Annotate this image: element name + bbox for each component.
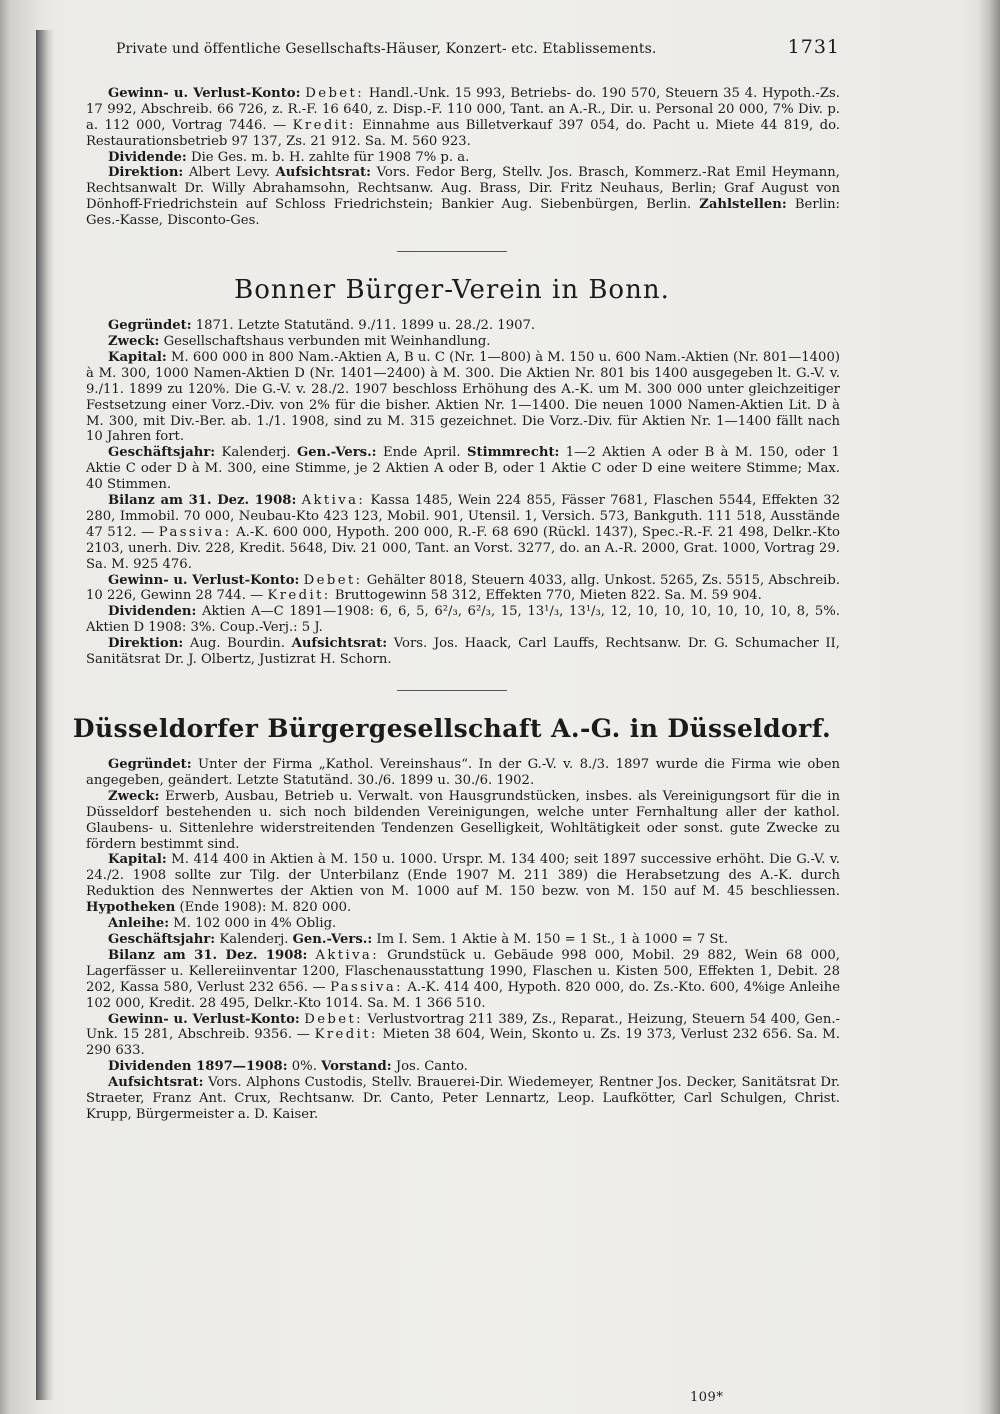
top-dividend-text: Die Ges. m. b. H. zahlte für 1908 7% p. a. [191,149,470,165]
bonn-voting-label: Stimmrecht: [466,445,560,461]
bonn-supervisory-text: Vors. Jos. Haack, Carl Lauffs, Rechtsanw. Dr. G. Schumacher II, Sanitätsrat Dr. J. Olbertz, Justizrat H. Schorn. [86,636,840,668]
dus-founded-entry [64,757,840,789]
dus-capital-label: Kapital: [108,852,167,868]
bonn-founded-entry [64,318,840,334]
dus-supervisory-label: Aufsichtsrat: [108,1075,204,1091]
top-dividend-label: Dividende: [108,149,187,165]
dus-mortgage-text: (Ende 1908): M. 820 000. [179,900,352,916]
bonn-balance-label: Bilanz am 31. Dez. 1908: [108,493,297,509]
bonn-supervisory-label: Aufsichtsrat: [291,636,388,652]
binding-edge [36,30,54,1400]
bonn-profit-loss-entry [64,573,840,605]
dus-passiva-word: Passiva: [330,979,403,995]
bonn-purpose-entry [64,334,840,350]
bonn-purpose-label: Zweck: [108,333,160,349]
dus-dividends-text: 0%. [291,1059,317,1075]
debet-word: Debet: [305,85,365,101]
dus-profit-loss-kredit: Mieten 38 604, Wein, Skonto u. Zs. 19 373, Verlust 232 656. Sa. M. 290 633. [86,1027,840,1059]
bonn-profit-loss-label: Gewinn- u. Verlust-Konto: [108,572,300,588]
dus-purpose-text: Erwerb, Ausbau, Betrieb u. Verwalt. von Hausgrundstücken, insbes. als Vereinigungsort für die in Düsseldorf bestehenden u. sich noch bildenden Vereinigungen, welche unter Fernhaltung aller der kathol. Glaubens- u. Sittenlehre widerstreitenden Tendenzen Geselligkeit, Wohltätigkeit oder sonst. gute Zwecke zu fördern bestimmt sind. [86,788,840,852]
dus-profit-loss-debet: Verlustvortrag 211 389, Zs., Reparat., Heizung, Steuern 54 400, Gen.-Unk. 15 281, Abschreib. 9356. — [86,1011,840,1043]
dus-loan-entry [64,916,840,932]
bonn-voting-text: 1—2 Aktien A oder B à M. 150, oder 1 Aktie C oder D à M. 300, eine Stimme, je 2 Aktien A oder B, oder 1 Aktie C oder D eine weitere Stimme; Max. 40 Stimmen. [86,445,840,493]
dus-aktiva-word: Aktiva: [315,947,380,963]
bonn-board-entry [64,636,840,668]
dus-balance-aktiva: Grundstück u. Gebäude 998 000, Mobil. 29 882, Wein 68 000, Lagerfässer u. Kellereiinventar 1200, Flaschenausstattung 1990, Flaschen u. Kisten 500, Effekten 1, Debit. 28 202, Kassa 580, Verlust 232 656. — [86,947,840,995]
dus-fiscal-entry [64,932,840,948]
bonn-fiscal-label: Geschäftsjahr: [108,445,216,461]
top-board-entry [64,165,840,229]
dus-dividends-label: Dividenden 1897—1908: [108,1059,288,1075]
top-profit-loss-label: Gewinn- u. Verlust-Konto: [108,85,301,101]
dus-founded-label: Gegründet: [108,757,192,772]
dus-loan-label: Anleihe: [108,916,170,932]
section-divider [397,251,507,252]
sheet-signature: 109* [690,1390,724,1405]
bonn-capital-label: Kapital: [108,349,167,365]
section-divider [397,690,507,691]
dus-founded-text: Unter der Firma „Kathol. Vereinshaus“. In der G.-V. v. 8./3. 1897 wurde die Firma wie oben angegeben, geändert. Letzte Statutänd. 30./6. 1899 u. 30./6. 1902. [86,757,840,788]
dus-supervisory-text: Vors. Alphons Custodis, Stellv. Brauerei-Dir. Wiedemeyer, Rentner Jos. Decker, Sanitätsrat Dr. Straeter, Franz Ant. Crux, Rechtsanw. Dr. Canto, Peter Lennartz, Leop. Laufkötter, Carl Schulgen, Christ. Krupp, Bürgermeister a. D. Kaiser. [86,1075,840,1122]
top-supervisory-label: Aufsichtsrat: [275,165,372,181]
bonn-balance-entry [64,493,840,573]
bonn-meeting-text: Ende April. [382,445,461,461]
bonn-founded-label: Gegründet: [108,318,192,334]
page-number: 1731 [787,36,840,58]
top-profit-loss-entry [64,86,840,150]
company-title-duesseldorf: Düsseldorfer Bürgergesellschaft A.-G. in Düsseldorf. [72,714,832,743]
top-paying-agents-label: Zahlstellen: [699,197,787,213]
dus-dividends-entry [64,1059,840,1075]
bonn-purpose-text: Gesellschaftshaus verbunden mit Weinhandlung. [163,333,491,349]
running-head [116,36,840,58]
dus-meeting-label: Gen.-Vers.: [292,931,373,947]
dus-profit-loss-label: Gewinn- u. Verlust-Konto: [108,1011,300,1027]
dus-kredit-word: Kredit: [314,1027,378,1043]
bonn-capital-text: M. 600 000 in 800 Nam.-Aktien A, B u. C (Nr. 1—800) à M. 150 u. 600 Nam.-Aktien (Nr. 801—1400) à M. 300, 1000 Namen-Aktien D (Nr. 1401—2400) à M. 300. Die Aktien Nr. 801 bis 1400 ausgegeben lt. G.-V. v. 9./11. 1899 zu 120%. Die G.-V. v. 28./2. 1907 beschloss Erhöhung des A.-K. um M. 300 000 unter gleichzeitiger Festsetzung einer Vorz.-Div. von 2% für die bisher. Aktien Nr. 1—1400. Die neuen 1000 Namen-Aktien Lit. D à M. 300, mit Div.-Ber. ab. 1./1. 1908, sind zu M. 315 gezeichnet. Die Vorz.-Div. für Aktien Nr. 1—1400 fällt nach 10 Jahren fort. [86,349,840,445]
top-profit-loss-debet: Handl.-Unk. 15 993, Betriebs- do. 190 570, Steuern 35 4. Hypoth.-Zs. 17 992, Abschreib. 66 726, z. R.-F. 16 640, z. Disp.-F. 110 000, Tant. an A.-R., Dir. u. Personal 20 000, 7% Div. p. a. 112 000, Vortrag 7446. — [86,85,840,133]
dus-board-label: Vorstand: [321,1059,392,1075]
dus-debet-word: Debet: [304,1011,364,1027]
bonn-direction-text: Aug. Bourdin. [189,636,285,652]
page-right-edge [978,0,1000,1414]
dus-mortgage-label: Hypotheken [86,900,176,916]
bonn-fiscal-entry [64,445,840,493]
bonn-kredit-word: Kredit: [267,588,331,604]
top-direction-label: Direktion: [108,165,184,181]
running-head-title: Private und öffentliche Gesellschafts-Häuser, Konzert- etc. Etablissements. [116,41,657,57]
bonn-meeting-label: Gen.-Vers.: [296,445,377,461]
dus-meeting-text: Im I. Sem. 1 Aktie à M. 150 = 1 St., 1 à 1000 = 7 St. [376,931,729,947]
bonn-founded-text: 1871. Letzte Statutänd. 9./11. 1899 u. 28./2. 1907. [195,318,536,334]
company-title-bonn: Bonner Bürger-Verein in Bonn. [234,275,670,306]
dus-balance-label: Bilanz am 31. Dez. 1908: [108,947,308,963]
dus-balance-passiva: A.-K. 414 400, Hypoth. 820 000, do. Zs.-Kto. 600, 4%ige Anleihe 102 000, Kredit. 28 495, Delkr.-Kto 1014. Sa. M. 1 366 510. [86,979,840,1011]
kredit-word: Kredit: [292,117,356,133]
dus-supervisory-entry [64,1075,840,1123]
bonn-debet-word: Debet: [303,572,363,588]
dus-board-text: Jos. Canto. [395,1059,468,1075]
bonn-balance-passiva: A.-K. 600 000, Hypoth. 200 000, R.-F. 68 690 (Rückl. 1437), Spec.-R.-F. 21 498, Delkr.-Kto 2103, unerh. Div. 228, Kredit. 5648, Div. 21 000, Tant. an Vorst. 3277, do. an A.-R. 2000, Grat. 1000, Vortrag 29. Sa. M. 925 476. [86,524,840,572]
dus-purpose-entry [64,789,840,853]
bonn-balance-aktiva: Kassa 1485, Wein 224 855, Fässer 7681, Flaschen 5544, Effekten 32 280, Immobil. 70 000, Neubau-Kto 423 123, Mobil. 901, Utensil. 1, Versich. 573, Bankguth. 111 518, Ausstände 47 512. — [86,493,840,540]
dus-capital-entry [64,852,840,916]
top-paying-agents-text: Berlin: Ges.-Kasse, Disconto-Ges. [86,197,840,229]
book-binding-shadow [0,0,38,1414]
page-content [64,36,840,1123]
top-supervisory-text: Vors. Fedor Berg, Stellv. Jos. Brasch, Kommerz.-Rat Emil Heymann, Rechtsanwalt Dr. Willy Abrahamsohn, Rechtsanw. Aug. Brass, Dir. Fritz Neuhaus, Berlin; Graf August von Dönhoff-Friedrichstein auf Schloss Friedrichstein; Bankier Aug. Siebenbürgen, Berlin. [86,165,840,213]
dus-purpose-label: Zweck: [108,788,160,804]
bonn-dividends-label: Dividenden: [108,604,197,620]
top-dividend-entry [64,150,840,166]
dus-balance-entry [64,948,840,1012]
dus-fiscal-label: Geschäftsjahr: [108,931,216,947]
top-direction-text: Albert Levy. [188,165,270,181]
dus-capital-text: M. 414 400 in Aktien à M. 150 u. 1000. Urspr. M. 134 400; seit 1897 successive erhöht. Die G.-V. v. 24./2. 1908 sollte zur Tilg. der Unterbilanz (Ende 1907 M. 211 389) die Herabsetzung des A.-K. durch Reduktion des Nennwertes der Aktien von M. 1000 auf M. 150 bezw. von M. 150 auf M. 45 beschliessen. [86,852,840,900]
dus-profit-loss-entry [64,1012,840,1060]
dus-loan-text: M. 102 000 in 4% Oblig. [173,916,337,932]
top-profit-loss-kredit: Einnahme aus Billetverkauf 397 054, do. Pacht u. Miete 44 819, do. Restaurationsbetrieb 97 137, Zs. 21 912. Sa. M. 560 923. [86,117,840,149]
bonn-profit-loss-kredit: Bruttogewinn 58 312, Effekten 770, Mieten 822. Sa. M. 59 904. [334,588,762,604]
bonn-dividends-entry [64,604,840,636]
bonn-capital-entry [64,350,840,445]
dus-fiscal-text: Kalenderj. [219,931,289,947]
bonn-direction-label: Direktion: [108,636,184,652]
bonn-profit-loss-debet: Gehälter 8018, Steuern 4033, allg. Unkost. 5265, Zs. 5515, Abschreib. 10 226, Gewinn 28 744. — [86,572,840,604]
bonn-dividends-text: Aktien A—C 1891—1908: 6, 6, 5, 6²/₃, 6²/₃, 15, 13¹/₃, 13¹/₃, 12, 10, 10, 10, 10, 10, 10, 8, 5%. Aktien D 1908: 3%. Coup.-Verj.: 5 J. [86,604,840,636]
bonn-passiva-word: Passiva: [158,524,232,540]
bonn-fiscal-text: Kalenderj. [221,445,291,461]
bonn-aktiva-word: Aktiva: [301,493,366,509]
